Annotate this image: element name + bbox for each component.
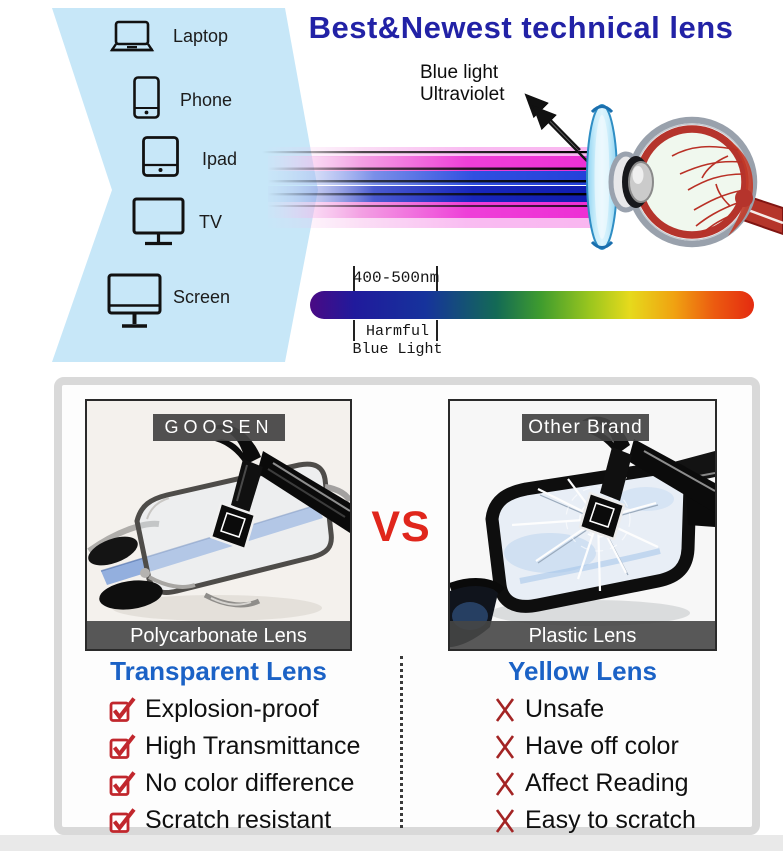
phone-icon xyxy=(133,76,160,119)
list-item xyxy=(109,691,360,728)
device-label-phone: Phone xyxy=(180,90,233,110)
pros-list xyxy=(109,691,360,839)
other-brand-glasses-photo xyxy=(448,399,717,651)
caption-plastic-lens: Plastic Lens xyxy=(450,621,715,651)
checkbox-check-icon xyxy=(109,733,136,760)
list-item xyxy=(109,765,360,802)
tv-icon xyxy=(132,197,185,248)
list-item xyxy=(109,728,360,765)
transparent-lens-heading: Transparent Lens xyxy=(110,656,327,686)
ultraviolet-text: Ultraviolet xyxy=(420,84,505,105)
list-item xyxy=(494,728,696,765)
checkbox-check-icon xyxy=(109,807,136,834)
con-item-text: Have off color xyxy=(525,732,679,760)
ipad-icon xyxy=(142,136,179,177)
device-label-laptop: Laptop xyxy=(173,26,229,46)
pro-item-text: High Transmittance xyxy=(145,732,361,760)
vs-label: VS xyxy=(371,503,431,551)
checkbox-check-icon xyxy=(109,696,136,723)
list-item xyxy=(109,802,360,839)
checkbox-check-icon xyxy=(109,770,136,797)
goosen-glasses-photo xyxy=(85,399,352,651)
brand-badge-goosen: GOOSEN xyxy=(153,414,285,441)
screen-icon xyxy=(107,273,162,333)
blocked-rays-label xyxy=(420,62,504,106)
dotted-divider xyxy=(400,656,403,828)
harmful-blue-light-label: Harmful Blue Light xyxy=(352,323,443,358)
device-label-ipad: Ipad xyxy=(202,149,238,169)
page-title: Best&Newest technical lens xyxy=(308,10,734,45)
blue-light-text: Blue light xyxy=(420,62,499,83)
list-item xyxy=(494,802,696,839)
spectrum-bar xyxy=(310,291,754,319)
pro-item-text: No color difference xyxy=(145,769,355,797)
laptop-icon xyxy=(107,20,157,56)
cons-list xyxy=(494,691,696,839)
x-mark-icon xyxy=(494,770,516,798)
brand-badge-other: Other Brand xyxy=(522,414,649,441)
light-beams xyxy=(262,147,604,228)
device-label-tv: TV xyxy=(199,212,223,232)
pro-item-text: Explosion-proof xyxy=(145,695,319,723)
con-item-text: Easy to scratch xyxy=(525,806,696,834)
caption-polycarbonate-lens: Polycarbonate Lens xyxy=(87,621,350,651)
x-mark-icon xyxy=(494,733,516,761)
list-item xyxy=(494,691,696,728)
eye-illustration xyxy=(611,120,783,244)
pro-item-text: Scratch resistant xyxy=(145,806,332,834)
con-item-text: Unsafe xyxy=(525,695,605,723)
con-item-text: Affect Reading xyxy=(525,769,689,797)
spectrum-range-label: 400-500nm xyxy=(352,269,440,287)
x-mark-icon xyxy=(494,696,516,724)
yellow-lens-heading: Yellow Lens xyxy=(508,656,657,686)
list-item xyxy=(494,765,696,802)
device-label-screen: Screen xyxy=(173,287,231,307)
x-mark-icon xyxy=(494,807,516,835)
